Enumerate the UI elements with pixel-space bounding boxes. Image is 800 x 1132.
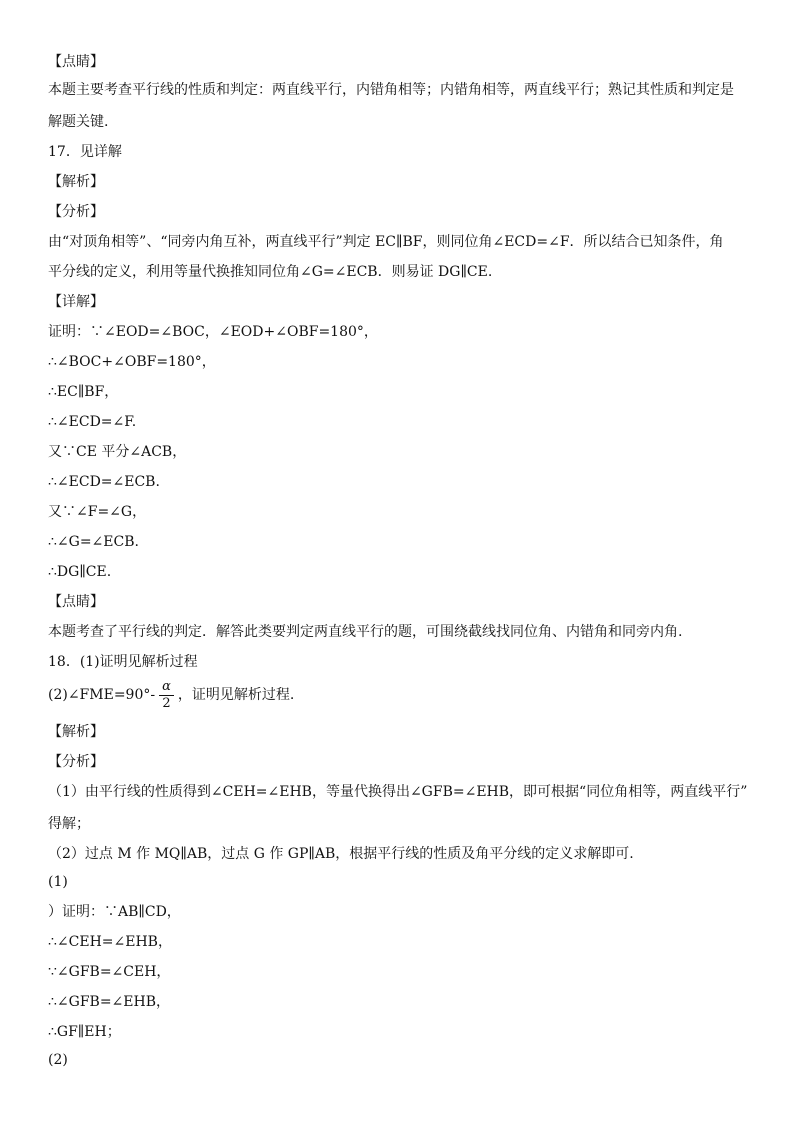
proof-step: ∴∠BOC+∠OBF=180°，: [48, 354, 216, 370]
analysis-line2: 平分线的定义，利用等量代换推知同位角∠G=∠ECB．则易证 DG∥CE.: [48, 264, 493, 280]
proof-step: ∴GF∥EH；: [48, 1024, 121, 1040]
proof-step: ∴∠GFB=∠EHB，: [48, 994, 171, 1010]
proof-step: 又∵∠F=∠G，: [48, 504, 147, 520]
proof-step: ∴∠ECD=∠ECB.: [48, 474, 160, 490]
heading-jiexi: 【解析】: [48, 174, 104, 190]
analysis-line1: 由“对顶角相等”、“同旁内角互补，两直线平行”判定 EC∥BF，则同位角∠ECD=∠F．所以结合已知条件，角: [48, 234, 724, 250]
proof-step: ∴DG∥CE.: [48, 564, 112, 580]
proof-step: ∴∠CEH=∠EHB，: [48, 934, 172, 950]
fraction-numerator: α: [159, 679, 174, 696]
analysis-18-line2: 得解；: [48, 816, 90, 832]
part-label-2: (2): [48, 1052, 68, 1068]
heading-fenxi: 【分析】: [48, 204, 104, 220]
proof-step: ∵∠GFB=∠CEH，: [48, 964, 171, 980]
heading-xiangjie: 【详解】: [48, 294, 104, 310]
answer-17: 17．见详解: [48, 144, 122, 160]
proof-step: ∴∠ECD=∠F.: [48, 414, 137, 430]
heading-dianjing: 【点睛】: [48, 54, 104, 70]
alpha-over-2-fraction: [159, 679, 174, 712]
answer-18-part2: [48, 678, 760, 712]
analysis-18-line3: （2）过点 M 作 MQ∥AB，过点 G 作 GP∥AB，根据平行线的性质及角平分线的定义求解即可.: [48, 846, 634, 862]
heading-fenxi-2: 【分析】: [48, 754, 104, 770]
proof-step: ）证明：∵AB∥CD，: [48, 904, 181, 920]
proof-step: 证明：∵∠EOD=∠BOC，∠EOD+∠OBF=180°，: [48, 324, 378, 340]
analysis-18-line1: （1）由平行线的性质得到∠CEH=∠EHB，等量代换得出∠GFB=∠EHB，即可根据“同位角相等，两直线平行”: [48, 784, 748, 800]
part-label-1: (1): [48, 874, 68, 890]
fraction-denominator: 2: [162, 695, 171, 711]
paragraph-summary-line1: 本题主要考查平行线的性质和判定：两直线平行，内错角相等；内错角相等，两直线平行；熟记其性质和判定是: [48, 82, 734, 98]
answer-18-part1: 18．(1)证明见解析过程: [48, 654, 198, 670]
comment-paragraph: 本题考查了平行线的判定．解答此类要判定两直线平行的题，可围绕截线找同位角、内错角和同旁内角.: [48, 624, 683, 640]
proof-step: ∴∠G=∠ECB.: [48, 534, 139, 550]
formula-suffix: ，证明见解析过程.: [177, 687, 295, 703]
heading-dianjing-2: 【点睛】: [48, 594, 104, 610]
proof-step: 又∵CE 平分∠ACB，: [48, 444, 187, 460]
heading-jiexi-2: 【解析】: [48, 724, 104, 740]
formula-prefix: (2)∠FME=90°-: [48, 687, 156, 703]
paragraph-summary-line2: 解题关键.: [48, 114, 109, 130]
proof-step: ∴EC∥BF，: [48, 384, 119, 400]
